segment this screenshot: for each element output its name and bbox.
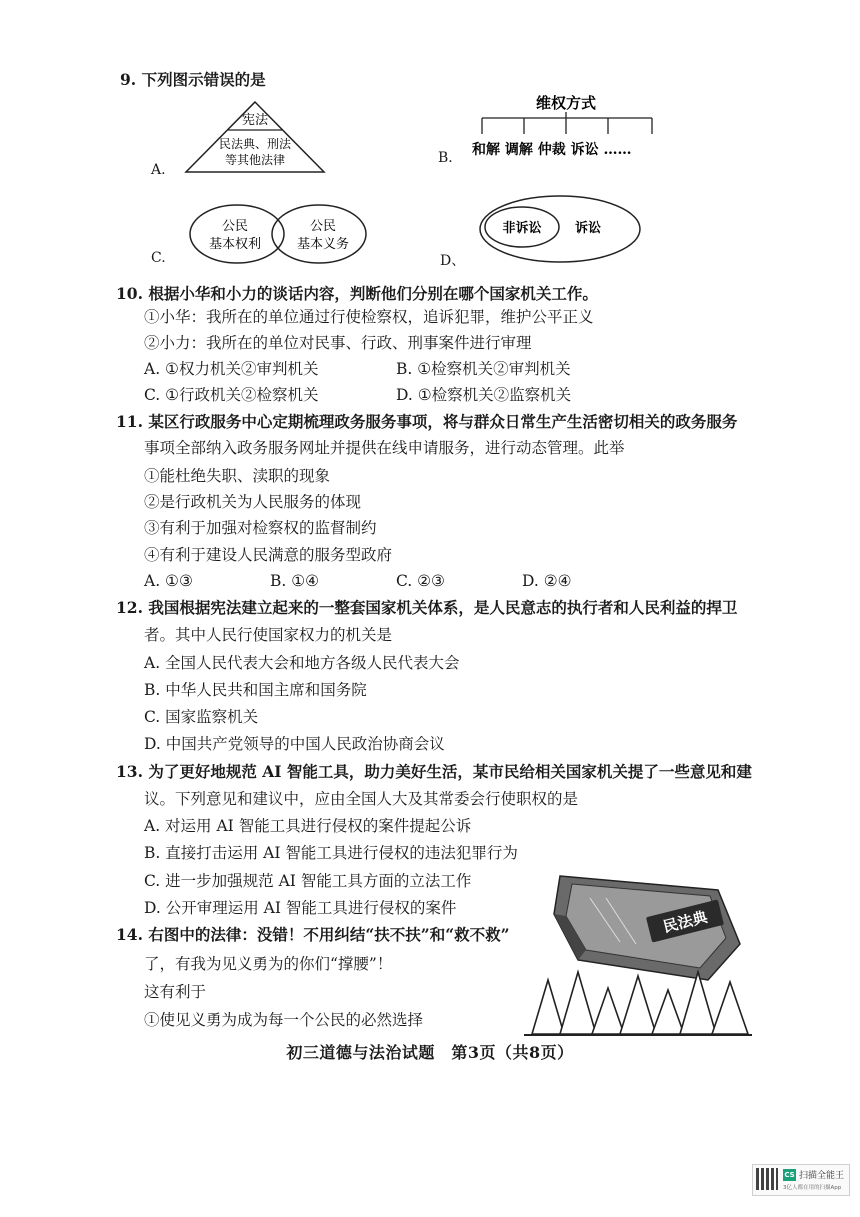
q14-stem-3: 这有利于 xyxy=(144,983,207,1001)
q10-option-b: B. ①检察机关②审判机关 xyxy=(396,360,571,378)
scanner-badge: CS xyxy=(784,1171,795,1179)
q9-c-venn-diagram xyxy=(185,200,375,270)
scanner-watermark xyxy=(752,1164,850,1196)
q9-stem: 9. 下列图示错误的是 xyxy=(120,70,266,89)
q9-b-label: B. xyxy=(438,150,453,166)
q11-option-c: C. ②③ xyxy=(396,572,445,590)
q9-b-tree-diagram xyxy=(470,88,680,168)
q13-option-a: A. 对运用 AI 智能工具进行侵权的案件提起公诉 xyxy=(144,817,472,835)
q12-option-a: A. 全国人民代表大会和地方各级人民代表大会 xyxy=(144,654,460,672)
q12-option-b: B. 中华人民共和国主席和国务院 xyxy=(144,681,367,699)
q14-statement-1: ①使见义勇为成为每一个公民的必然选择 xyxy=(144,1011,424,1029)
q12-stem-1: 12. 我国根据宪法建立起来的一整套国家机关体系，是人民意志的执行者和人民利益的捍卫 xyxy=(116,598,738,617)
q9-d-outer-text: 诉讼 xyxy=(574,221,602,236)
q10-option-a: A. ①权力机关②审判机关 xyxy=(144,360,319,378)
q10-option-d: D. ①检察机关②监察机关 xyxy=(396,386,572,404)
q13-stem-2: 议。下列意见和建议中，应由全国人大及其常委会行使职权的是 xyxy=(144,790,579,808)
scanner-app-name: 扫描全能王 xyxy=(799,1171,845,1181)
q11-statement-2: ②是行政机关为人民服务的体现 xyxy=(144,493,362,511)
q9-a-bottom-text-1: 民法典、刑法 xyxy=(218,137,292,151)
page-footer: 初三道德与法治试题 第3页（共8页） xyxy=(286,1043,574,1062)
q9-c-label: C. xyxy=(151,250,166,266)
q10-statement-2: ②小力：我所在的单位对民事、行政、刑事案件进行审理 xyxy=(144,334,532,352)
q13-option-b: B. 直接打击运用 AI 智能工具进行侵权的违法犯罪行为 xyxy=(144,844,518,862)
q11-statement-1: ①能杜绝失职、渎职的现象 xyxy=(144,467,331,485)
qr-code-icon xyxy=(756,1168,778,1190)
q13-option-d: D. 公开审理运用 AI 智能工具进行侵权的案件 xyxy=(144,899,457,917)
q9-a-top-text: 宪法 xyxy=(241,113,269,128)
q11-stem-2: 事项全部纳入政务服务网址并提供在线申请服务，进行动态管理。此举 xyxy=(144,439,625,457)
q10-option-c: C. ①行政机关②检察机关 xyxy=(144,386,319,404)
q11-option-b: B. ①④ xyxy=(270,572,320,590)
scanner-app-subtitle: 3亿人都在用的扫描App xyxy=(783,1185,842,1191)
q9-b-title: 维权方式 xyxy=(535,94,597,112)
q10-stem: 10. 根据小华和小力的谈话内容，判断他们分别在哪个国家机关工作。 xyxy=(116,284,598,303)
q13-stem-1: 13. 为了更好地规范 AI 智能工具，助力美好生活，某市民给相关国家机关提了一些意见和建 xyxy=(116,762,752,781)
q9-d-inner-text: 非诉讼 xyxy=(502,221,542,236)
q11-option-a: A. ①③ xyxy=(144,572,193,590)
q9-c-right-text-2: 基本义务 xyxy=(296,237,350,252)
q12-option-c: C. 国家监察机关 xyxy=(144,708,259,726)
q14-civil-code-illustration xyxy=(520,868,755,1038)
q12-option-d: D. 中国共产党领导的中国人民政治协商会议 xyxy=(144,735,445,753)
q14-book-title: 民法典 xyxy=(661,907,710,937)
q9-d-nested-diagram xyxy=(476,192,646,268)
q9-d-label: D、 xyxy=(440,253,466,269)
q11-option-d: D. ②④ xyxy=(522,572,572,590)
q9-b-items: 和解 调解 仲裁 诉讼 …… xyxy=(472,142,632,158)
q13-option-c: C. 进一步加强规范 AI 智能工具方面的立法工作 xyxy=(144,872,472,890)
q14-stem-2: 了，有我为见义勇为的你们“撑腰”！ xyxy=(144,955,393,973)
q9-c-right-text-1: 公民 xyxy=(309,219,337,234)
q11-statement-3: ③有利于加强对检察权的监督制约 xyxy=(144,519,377,537)
q9-a-bottom-text-2: 等其他法律 xyxy=(224,153,286,167)
q9-c-left-text-1: 公民 xyxy=(221,219,249,234)
q10-statement-1: ①小华：我所在的单位通过行使检察权，追诉犯罪，维护公平正义 xyxy=(144,308,594,326)
q9-c-left-text-2: 基本权利 xyxy=(208,237,262,252)
q9-a-pyramid-diagram xyxy=(180,98,330,178)
q12-stem-2: 者。其中人民行使国家权力的机关是 xyxy=(144,626,393,644)
q11-stem-1: 11. 某区行政服务中心定期梳理政务服务事项，将与群众日常生产生活密切相关的政务服务 xyxy=(116,412,738,431)
q9-a-label: A. xyxy=(151,162,166,178)
q14-stem-1: 14. 右图中的法律：没错！不用纠结“扶不扶”和“救不救” xyxy=(116,925,510,944)
q11-statement-4: ④有利于建设人民满意的服务型政府 xyxy=(144,546,393,564)
